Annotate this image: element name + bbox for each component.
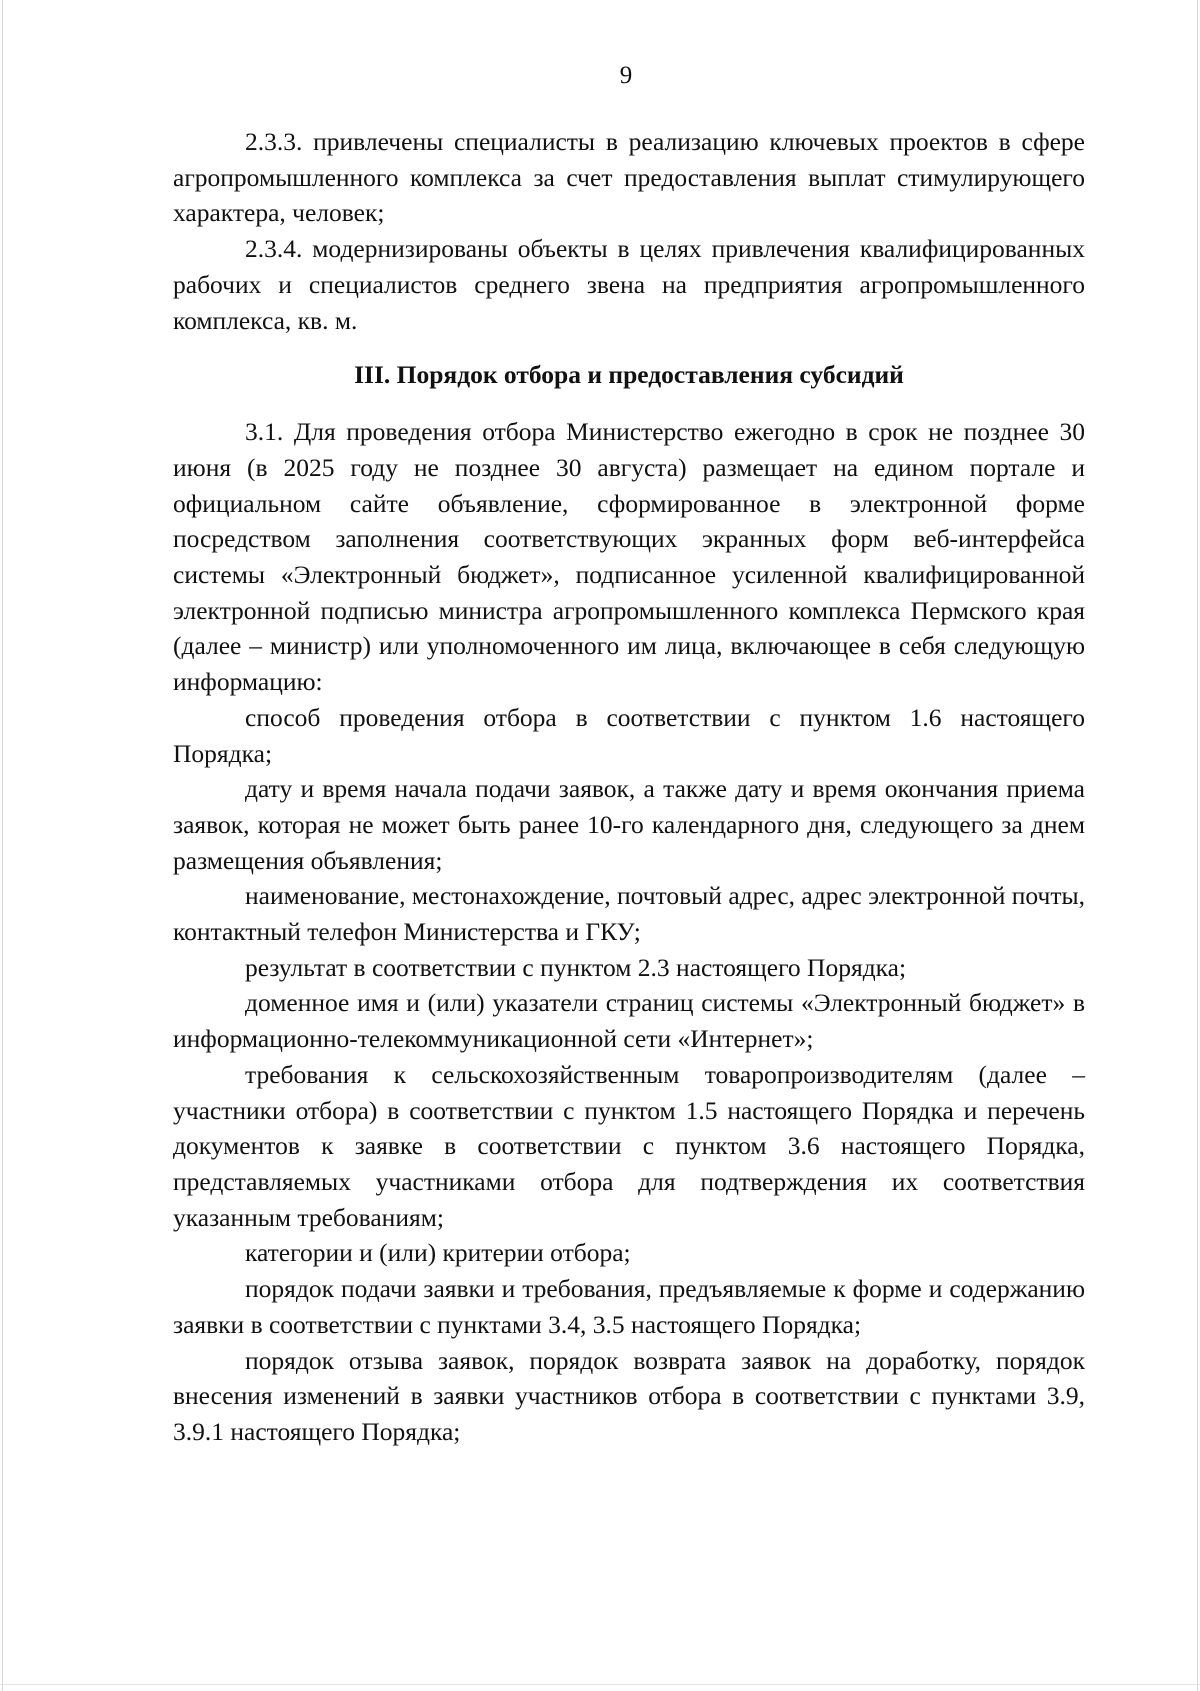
list-item-selection-criteria: категории и (или) критерии отбора; (245, 1238, 631, 1268)
list-item-selection-method: способ проведения отбора в соответствии с пунктом 1.6 настоящего Порядка; (173, 702, 1085, 768)
document-body (173, 124, 1085, 1450)
list-item-application-procedure: порядок подачи заявки и требования, предъявляемые к форме и содержанию заявки в соответствии с пунктами 3.4, 3.5 настоящего Порядка; (173, 1274, 1085, 1339)
list-item-withdrawal-procedure: порядок отзыва заявок, порядок возврата заявок на доработку, порядок внесения изменений в заявки участников отбора в соответствии с пунктами 3.9, 3.9.1 настоящего Порядка; (173, 1345, 1085, 1446)
paragraph-2-3-4: 2.3.4. модернизированы объекты в целях привлечения квалифицированных рабочих и специалистов среднего звена на предприятия агропромышленного комплекса, кв. м. (173, 234, 1085, 335)
list-item-contacts: наименование, местонахождение, почтовый адрес, адрес электронной почты, контактный телефон Министерства и ГКУ; (173, 881, 1085, 947)
page-number: 9 (619, 62, 633, 89)
paragraph-3-1: 3.1. Для проведения отбора Министерство ежегодно в срок не позднее 30 июня (в 2025 году не позднее 30 августа) размещает на едином портале и официальном сайте объявление, сформированное в электронной форме посредством заполнения соответствующих экранных форм веб-интерфейса системы «Электронный бюджет», подписанное усиленной квалифицированной электронной подписью министра агропромышленного комплекса Пермского края (далее – министр) или уполномоченного им лица, включающее в себя следующую информацию: (173, 417, 1085, 697)
list-item-application-dates: дату и время начала подачи заявок, а также дату и время окончания приема заявок, которая не может быть ранее 10-го календарного дня, следующего за днем размещения объявления; (173, 774, 1085, 875)
list-item-result: результат в соответствии с пунктом 2.3 настоящего Порядка; (245, 952, 907, 982)
section-heading: III. Порядок отбора и предоставления субсидий (354, 360, 904, 390)
list-item-domain-name: доменное имя и (или) указатели страниц системы «Электронный бюджет» в информационно-телекоммуникационной сети «Интернет»; (173, 988, 1085, 1054)
scan-edge-bottom (0, 1684, 1200, 1685)
scan-edge-left (2, 0, 3, 1691)
paragraph-2-3-3: 2.3.3. привлечены специалисты в реализацию ключевых проектов в сфере агропромышленного комплекса за счет предоставления выплат стимулирующего характера, человек; (173, 127, 1085, 228)
list-item-participant-requirements: требования к сельскохозяйственным товаропроизводителям (далее – участники отбора) в соответствии с пунктом 1.5 настоящего Порядка и перечень документов к заявке в соответствии с пунктом 3.6 настоящего Порядка, представляемых участниками отбора для подтверждения их соответствия указанным требованиям; (173, 1059, 1085, 1232)
scan-edge-right (1197, 0, 1198, 1691)
